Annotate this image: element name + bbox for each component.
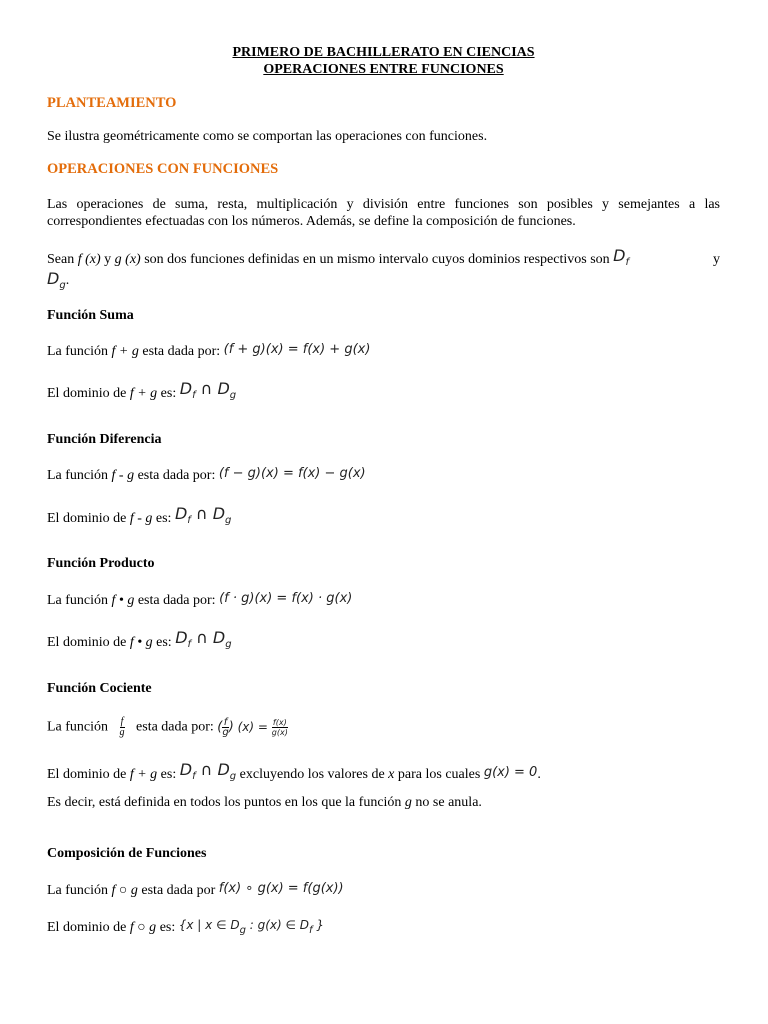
cociente-op-fraction: $\frac{f}{g}$ (119, 716, 125, 738)
heading-funcion-cociente: Función Cociente (47, 681, 152, 696)
cociente-definition: La función $\frac{f}{g}$ esta dada por: ( $\frac{f}{g}$ ) (x) = $\frac{f(x)}{g(x)}$ (47, 712, 720, 743)
cociente-domain: El dominio de f + g es: $D_f$ ∩ $D_g$ excluyendo los valores de x para los cuales g(x) = 0. (47, 761, 720, 785)
fx-text: f (x) (77, 252, 101, 267)
composicion-definition: La función f ○ g esta dada por f(x) ∘ g(x) = f(g(x)) (47, 881, 344, 898)
section-heading-planteamiento: PLANTEAMIENTO (47, 95, 177, 111)
composicion-formula: f(x) ∘ g(x) = f(g(x)) (218, 881, 344, 896)
suma-domain-formula: $D_f$ ∩ $D_g$ (179, 379, 237, 401)
cociente-domain-formula: $D_f$ ∩ $D_g$ (179, 760, 237, 782)
diferencia-op: f - g (111, 468, 135, 483)
diferencia-formula: (f − g)(x) = f(x) − g(x) (218, 466, 366, 481)
diferencia-definition: La función f - g esta dada por: (f − g)(x) = f(x) − g(x) (47, 466, 366, 483)
producto-formula: (f · g)(x) = f(x) · g(x) (219, 591, 353, 606)
section-heading-operaciones: OPERACIONES CON FUNCIONES (47, 161, 279, 177)
cociente-exclusion-formula: g(x) = 0 (483, 765, 538, 780)
diferencia-domain: El dominio de f - g es: $D_f$ ∩ $D_g$ (47, 505, 720, 529)
suma-op: f + g (111, 344, 139, 359)
producto-definition: La función f • g esta dada por: (f · g)(x) = f(x) · g(x) (47, 591, 353, 608)
gx-text: g (x) (114, 252, 141, 267)
heading-composicion: Composición de Funciones (47, 846, 207, 861)
heading-funcion-diferencia: Función Diferencia (47, 432, 162, 447)
composicion-domain: El dominio de f ○ g es: {x | x ∈ $D_g$ : g(x) ∈ $D_f$ } (47, 917, 720, 939)
suma-definition: La función f + g esta dada por: (f + g)(x) = f(x) + g(x) (47, 342, 371, 359)
producto-domain-formula: $D_f$ ∩ $D_g$ (175, 628, 232, 650)
composicion-domain-formula: {x | x ∈ $D_g$ : g(x) ∈ $D_f$ } (178, 918, 325, 936)
domain-dg-formula: $D_g$ (47, 269, 66, 291)
planteamiento-text: Se ilustra geométricamente como se comportan las operaciones con funciones. (47, 129, 488, 144)
producto-op: f • g (111, 593, 135, 608)
operaciones-paragraph: Las operaciones de suma, resta, multiplicación y división entre funciones son posibles y semejantes a las correspondientes efectuadas con los números. Además, se define la composición de funciones. (47, 197, 720, 229)
suma-formula: (f + g)(x) = f(x) + g(x) (223, 342, 371, 357)
suma-domain: El dominio de f + g es: $D_f$ ∩ $D_g$ (47, 380, 720, 404)
diferencia-domain-formula: $D_f$ ∩ $D_g$ (174, 504, 232, 526)
heading-funcion-suma: Función Suma (47, 308, 134, 323)
producto-domain: El dominio de f • g es: $D_f$ ∩ $D_g$ (47, 629, 720, 653)
cociente-formula: ( $\frac{f}{g}$ ) (x) = $\frac{f(x)}{g(x)}$ (217, 717, 288, 738)
composicion-op: f ○ g (111, 883, 138, 898)
document-title-line1: PRIMERO DE BACHILLERATO EN CIENCIAS (232, 45, 535, 60)
operaciones-sean-paragraph: Sean f (x) y g (x) son dos funciones definidas en un mismo intervalo cuyos dominios respectivos son $D_f$ y $D_g$. (47, 245, 720, 297)
cociente-note: Es decir, está definida en todos los puntos en los que la función g no se anula. (47, 795, 482, 810)
heading-funcion-producto: Función Producto (47, 556, 155, 571)
domain-df-formula: $D_f$ (613, 246, 630, 268)
document-title-line2: OPERACIONES ENTRE FUNCIONES (263, 62, 504, 77)
